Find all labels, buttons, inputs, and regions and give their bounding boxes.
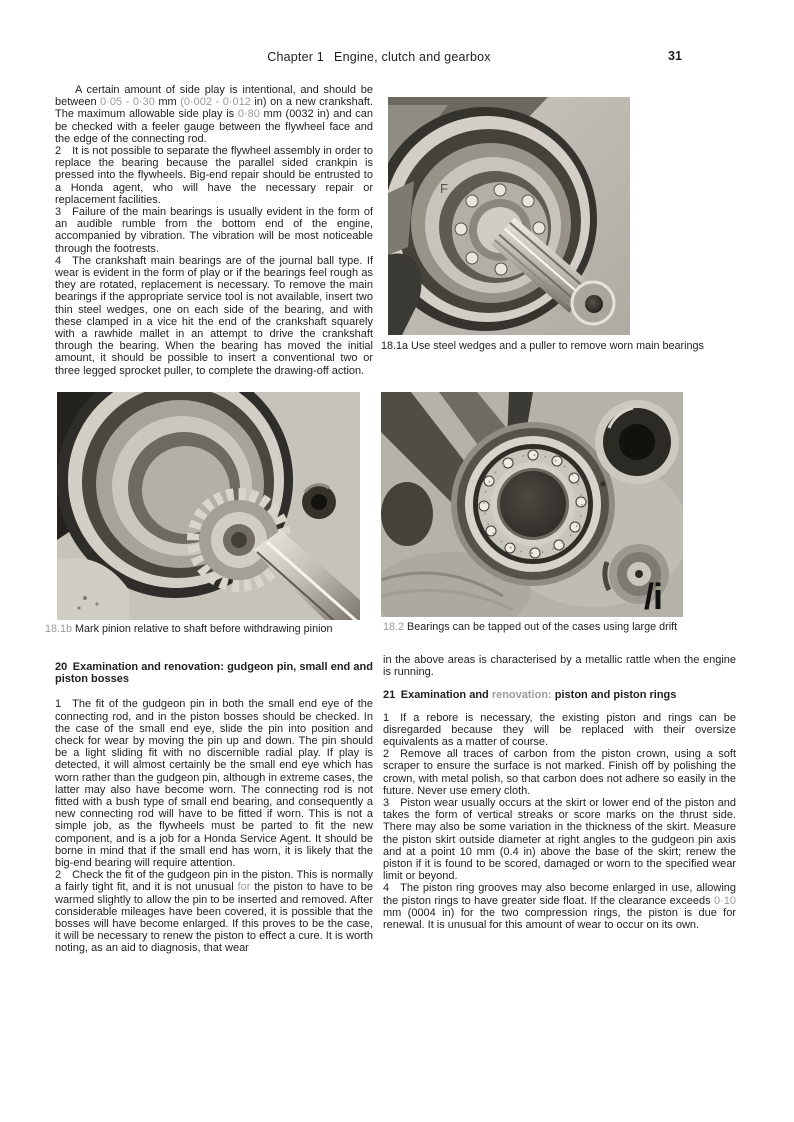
section-20 — [55, 661, 373, 955]
body-paragraph: 2 Check the fit of the gudgeon pin in the piston. This is normally a fairly tight fit, and it is not unusual for the piston to have to be warmed slightly to allow the pin to be inserted and removed. After considerable mileages have been covered, it is possible that the bosses will have become enlarged. If this proves to be the case, it will be necessary to renew the piston to effect a cure. It is worth noting, as an aid to diagnosis, that wear — [55, 869, 373, 955]
body-paragraph: 4 The piston ring grooves may also become enlarged in use, allowing the piston rings to have greater side float. If the clearance exceeds 0·10 mm (0004 in) for the two compression rings, the piston is due for renewal. It is unusual for this amount of wear to occur on its own. — [383, 882, 736, 932]
chapter-header: Chapter 1 Engine, clutch and gearbox — [267, 50, 491, 64]
crankshaft-main-bearing-photo — [388, 97, 630, 335]
figure-caption-18-1b: 18.1b Mark pinion relative to shaft before withdrawing pinion — [45, 623, 333, 635]
left-column-text — [55, 84, 373, 377]
figure-18-1a — [381, 97, 704, 352]
figure-caption-18-2: 18.2 Bearings can be tapped out of the cases using large drift — [383, 621, 678, 633]
body-paragraph: A certain amount of side play is intentional, and should be between 0·05 - 0·30 mm (0·002 - 0·012 in) on a new crankshaft. The maximum allowable side play is 0·80 mm (0032 in) and can be checked with a feeler gauge between the flywheel face and the edge of the connecting rod. — [55, 84, 373, 145]
body-paragraph: 2 It is not possible to separate the flywheel assembly in order to replace the bearing because the parallel sided crankpin is pressed into the flywheels. Big-end repair should be entrusted to a Honda agent, who will have the necessary repair or replacement facilities. — [55, 145, 373, 206]
body-paragraph: 1 If a rebore is necessary, the existing piston and rings can be disregarded because they will be replaced with their oversize equivalents as a matter of course. — [383, 711, 736, 749]
section-21-heading: 21 Examination and renovation: piston and piston rings — [383, 689, 677, 702]
print-artifact-mark: /i — [644, 576, 663, 617]
body-paragraph: in the above areas is characterised by a metallic rattle when the engine is running. — [383, 654, 736, 679]
body-paragraph: 2 Remove all traces of carbon from the piston crown, using a soft scraper to ensure the surface is not marked. Finish off by polishing the crown, with metal polish, so that carbon does not adhere so easily in the future. Never use emery cloth. — [383, 748, 736, 797]
section-20-heading: 20 Examination and renovation: gudgeon pin, small end and piston bosses — [55, 661, 373, 686]
figure-caption-18-1a: 18.1a Use steel wedges and a puller to remove worn main bearings — [381, 340, 704, 352]
right-column-text — [383, 654, 736, 931]
body-paragraph: 3 Piston wear usually occurs at the skirt or lower end of the piston and takes the form of vertical streaks or score marks on the thrust side. There may also be some variation in the thickness of the skirt. Measure the piston skirt outside diameter at right angles to the gudgeon pin axis and at a point 10 mm (0.4 in) above the base of the skirt; renew the piston if it is found to be scored, damaged or worn to the specified wear limit or beyond. — [383, 797, 736, 883]
body-paragraph: 1 The fit of the gudgeon pin in both the small end eye of the connecting rod, and in the piston bosses should be checked. In the case of the small end eye, slide the pin into position and check for wear by moving the pin up and down. The pin should be a light sliding fit with no discernible radial play. If play is detected, it will almost certainly be the small end eye which has worn rather than the gudgeon pin, although in extreme cases, the latter may also have become worn. The connecting rod is not fitted with a bush type of small end bearing, and consequently a new connecting rod will have to be fitted if worn. This is not a simple job, as the flywheels must be parted to fit the new component, and is a job for a Honda Service Agent. It should be borne in mind that if the small end has worn, it is likely that the big-end bearing will require attention. — [55, 698, 373, 870]
body-paragraph: 4 The crankshaft main bearings are of the journal ball type. If wear is evident in the form of play or if the bearings feel rough as they are rotated, replacement is necessary. To remove the main bearings if the appropriate service tool is not available, insert two thin steel wedges, one on each side of the bearing, and with these clamped in a vice hit the end of the crankshaft squarely with a rawhide mallet in an attempt to drive the crankshaft through the bearing. When the bearing has moved the initial amount, it should be possible to insert a conventional two or three legged sprocket puller, to complete the drawing-off action. — [55, 254, 373, 377]
crankshaft-pinion-photo — [57, 392, 360, 620]
page-number: 31 — [668, 49, 682, 63]
crankcase-bearing-photo — [381, 392, 683, 617]
body-paragraph: 3 Failure of the main bearings is usually evident in the form of an audible rumble from the bottom end of the engine, accompanied by vibration. The vibration will be most noticeable through the footrests. — [55, 206, 373, 255]
figure-18-1b — [45, 392, 360, 635]
svg-text:F: F — [440, 181, 448, 196]
figure-18-2 — [381, 392, 683, 633]
